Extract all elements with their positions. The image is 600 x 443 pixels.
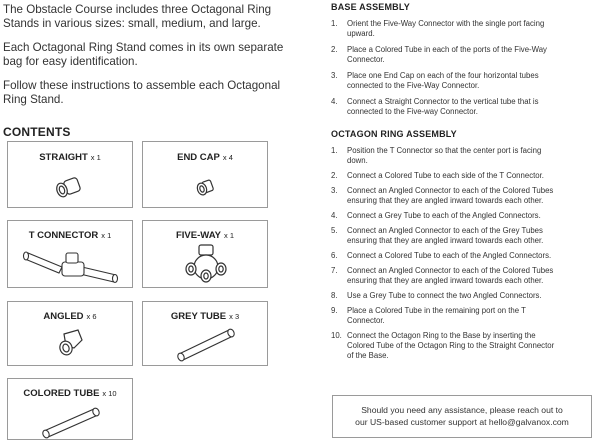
item-qty: x 1 — [224, 231, 235, 240]
intro-text — [3, 3, 293, 107]
item-name: COLORED TUBE — [23, 388, 100, 399]
contents-item-t-connector — [7, 220, 133, 288]
step-text: Use a Grey Tube to connect the two Angled Connectors. — [347, 291, 542, 300]
step-text: Connector. — [347, 316, 385, 325]
step-number: 4. — [331, 97, 338, 106]
list-item — [331, 171, 599, 181]
step-text: Orient the Five-Way Connector with the single port facing — [347, 19, 545, 28]
step-text: Connect an Angled Connector to each of the Grey Tubes — [347, 226, 543, 235]
step-text: connected to the Five-Way Connector. — [347, 81, 480, 90]
list-item — [331, 251, 599, 261]
item-name: T CONNECTOR — [28, 230, 99, 241]
step-number: 9. — [331, 306, 338, 315]
octagon-assembly-steps — [331, 146, 599, 361]
list-item — [331, 211, 599, 221]
item-qty: x 6 — [86, 312, 97, 321]
item-label — [143, 311, 267, 322]
contents-item-end-cap — [142, 141, 268, 208]
step-number: 4. — [331, 211, 338, 220]
step-number: 2. — [331, 45, 338, 54]
item-qty: x 1 — [90, 153, 101, 162]
step-text: ensuring that they are angled inward towards each other. — [347, 236, 544, 245]
list-item — [331, 19, 599, 39]
item-name: END CAP — [177, 152, 220, 163]
list-item — [331, 146, 599, 166]
step-number: 6. — [331, 251, 338, 260]
support-text-line-2: our US-based customer support at hello@galvanox.com — [355, 417, 569, 427]
list-item — [331, 266, 599, 286]
step-text: Position the T Connector so that the center port is facing — [347, 146, 542, 155]
item-name: FIVE-WAY — [175, 230, 222, 241]
step-text: Place one End Cap on each of the four horizontal tubes — [347, 71, 539, 80]
step-number: 1. — [331, 19, 338, 28]
step-text: Connect the Octagon Ring to the Base by inserting the — [347, 331, 536, 340]
intro-paragraph-3: Follow these instructions to assemble each Octagonal Ring Stand. — [3, 79, 281, 106]
end-cap-icon — [191, 174, 221, 200]
list-item — [331, 226, 599, 246]
support-box — [332, 395, 592, 438]
item-name: STRAIGHT — [39, 152, 88, 163]
contents-item-grey-tube — [142, 301, 268, 366]
step-text: Place a Colored Tube in each of the ports of the Five-Way — [347, 45, 547, 54]
item-label — [8, 388, 132, 399]
list-item — [331, 45, 599, 65]
step-number: 8. — [331, 291, 338, 300]
step-text: Connector. — [347, 55, 385, 64]
colored-tube-icon — [36, 403, 106, 439]
list-item — [331, 331, 599, 361]
step-number: 1. — [331, 146, 338, 155]
step-text: Connect an Angled Connector to each of the Colored Tubes — [347, 186, 554, 195]
list-item — [331, 71, 599, 91]
grey-tube-icon — [171, 324, 241, 364]
contents-item-straight — [7, 141, 133, 208]
step-text: Connect a Straight Connector to the vertical tube that is — [347, 97, 539, 106]
item-name: ANGLED — [43, 311, 84, 322]
step-text: Connect a Grey Tube to each of the Angled Connectors. — [347, 211, 541, 220]
step-text: Connect a Colored Tube to each of the Angled Connectors. — [347, 251, 552, 260]
item-label — [8, 311, 132, 322]
list-item — [331, 97, 599, 117]
contents-item-five-way — [142, 220, 268, 288]
angled-connector-icon — [54, 326, 88, 360]
step-text: ensuring that they are angled inward towards each other. — [347, 196, 544, 205]
step-text: ensuring that they are angled inward towards each other. — [347, 276, 544, 285]
t-connector-icon — [22, 245, 122, 285]
list-item — [331, 186, 599, 206]
item-qty: x 3 — [229, 312, 240, 321]
step-text: connected to the Five-way Connector. — [347, 107, 478, 116]
contents-title: CONTENTS — [3, 125, 71, 139]
item-qty: x 1 — [101, 231, 112, 240]
five-way-connector-icon — [184, 243, 228, 287]
contents-item-colored-tube — [7, 378, 133, 440]
step-number: 10. — [331, 331, 342, 340]
step-number: 7. — [331, 266, 338, 275]
intro-paragraph-2: Each Octagonal Ring Stand comes in its own separate bag for easy identification. — [3, 41, 284, 68]
step-text: Place a Colored Tube in the remaining port on the T — [347, 306, 526, 315]
contents-item-angled — [7, 301, 133, 366]
octagon-assembly-title: OCTAGON RING ASSEMBLY — [331, 129, 457, 139]
item-label — [143, 152, 267, 163]
item-label — [143, 230, 267, 241]
item-qty: x 10 — [102, 389, 117, 398]
base-assembly-title: BASE ASSEMBLY — [331, 2, 410, 12]
list-item — [331, 306, 599, 326]
item-label — [8, 230, 132, 241]
step-text: Connect a Colored Tube to each side of the T Connector. — [347, 171, 544, 180]
step-text: down. — [347, 156, 368, 165]
step-number: 3. — [331, 186, 338, 195]
intro-paragraph-1: The Obstacle Course includes three Octagonal Ring Stands in various sizes: small, medium, and large. — [3, 3, 272, 30]
step-text: Connect an Angled Connector to each of the Colored Tubes — [347, 266, 554, 275]
item-label — [8, 152, 132, 163]
base-assembly-steps — [331, 19, 599, 117]
step-number: 2. — [331, 171, 338, 180]
support-text-line-1: Should you need any assistance, please reach out to — [361, 405, 563, 415]
item-qty: x 4 — [222, 153, 233, 162]
list-item — [331, 291, 599, 301]
straight-connector-icon — [51, 172, 91, 202]
step-number: 5. — [331, 226, 338, 235]
step-text: Colored Tube of the Octagon Ring to the Straight Connector — [347, 341, 555, 350]
step-text: of the Base. — [347, 351, 389, 360]
item-name: GREY TUBE — [170, 311, 227, 322]
step-text: upward. — [347, 29, 375, 38]
step-number: 3. — [331, 71, 338, 80]
